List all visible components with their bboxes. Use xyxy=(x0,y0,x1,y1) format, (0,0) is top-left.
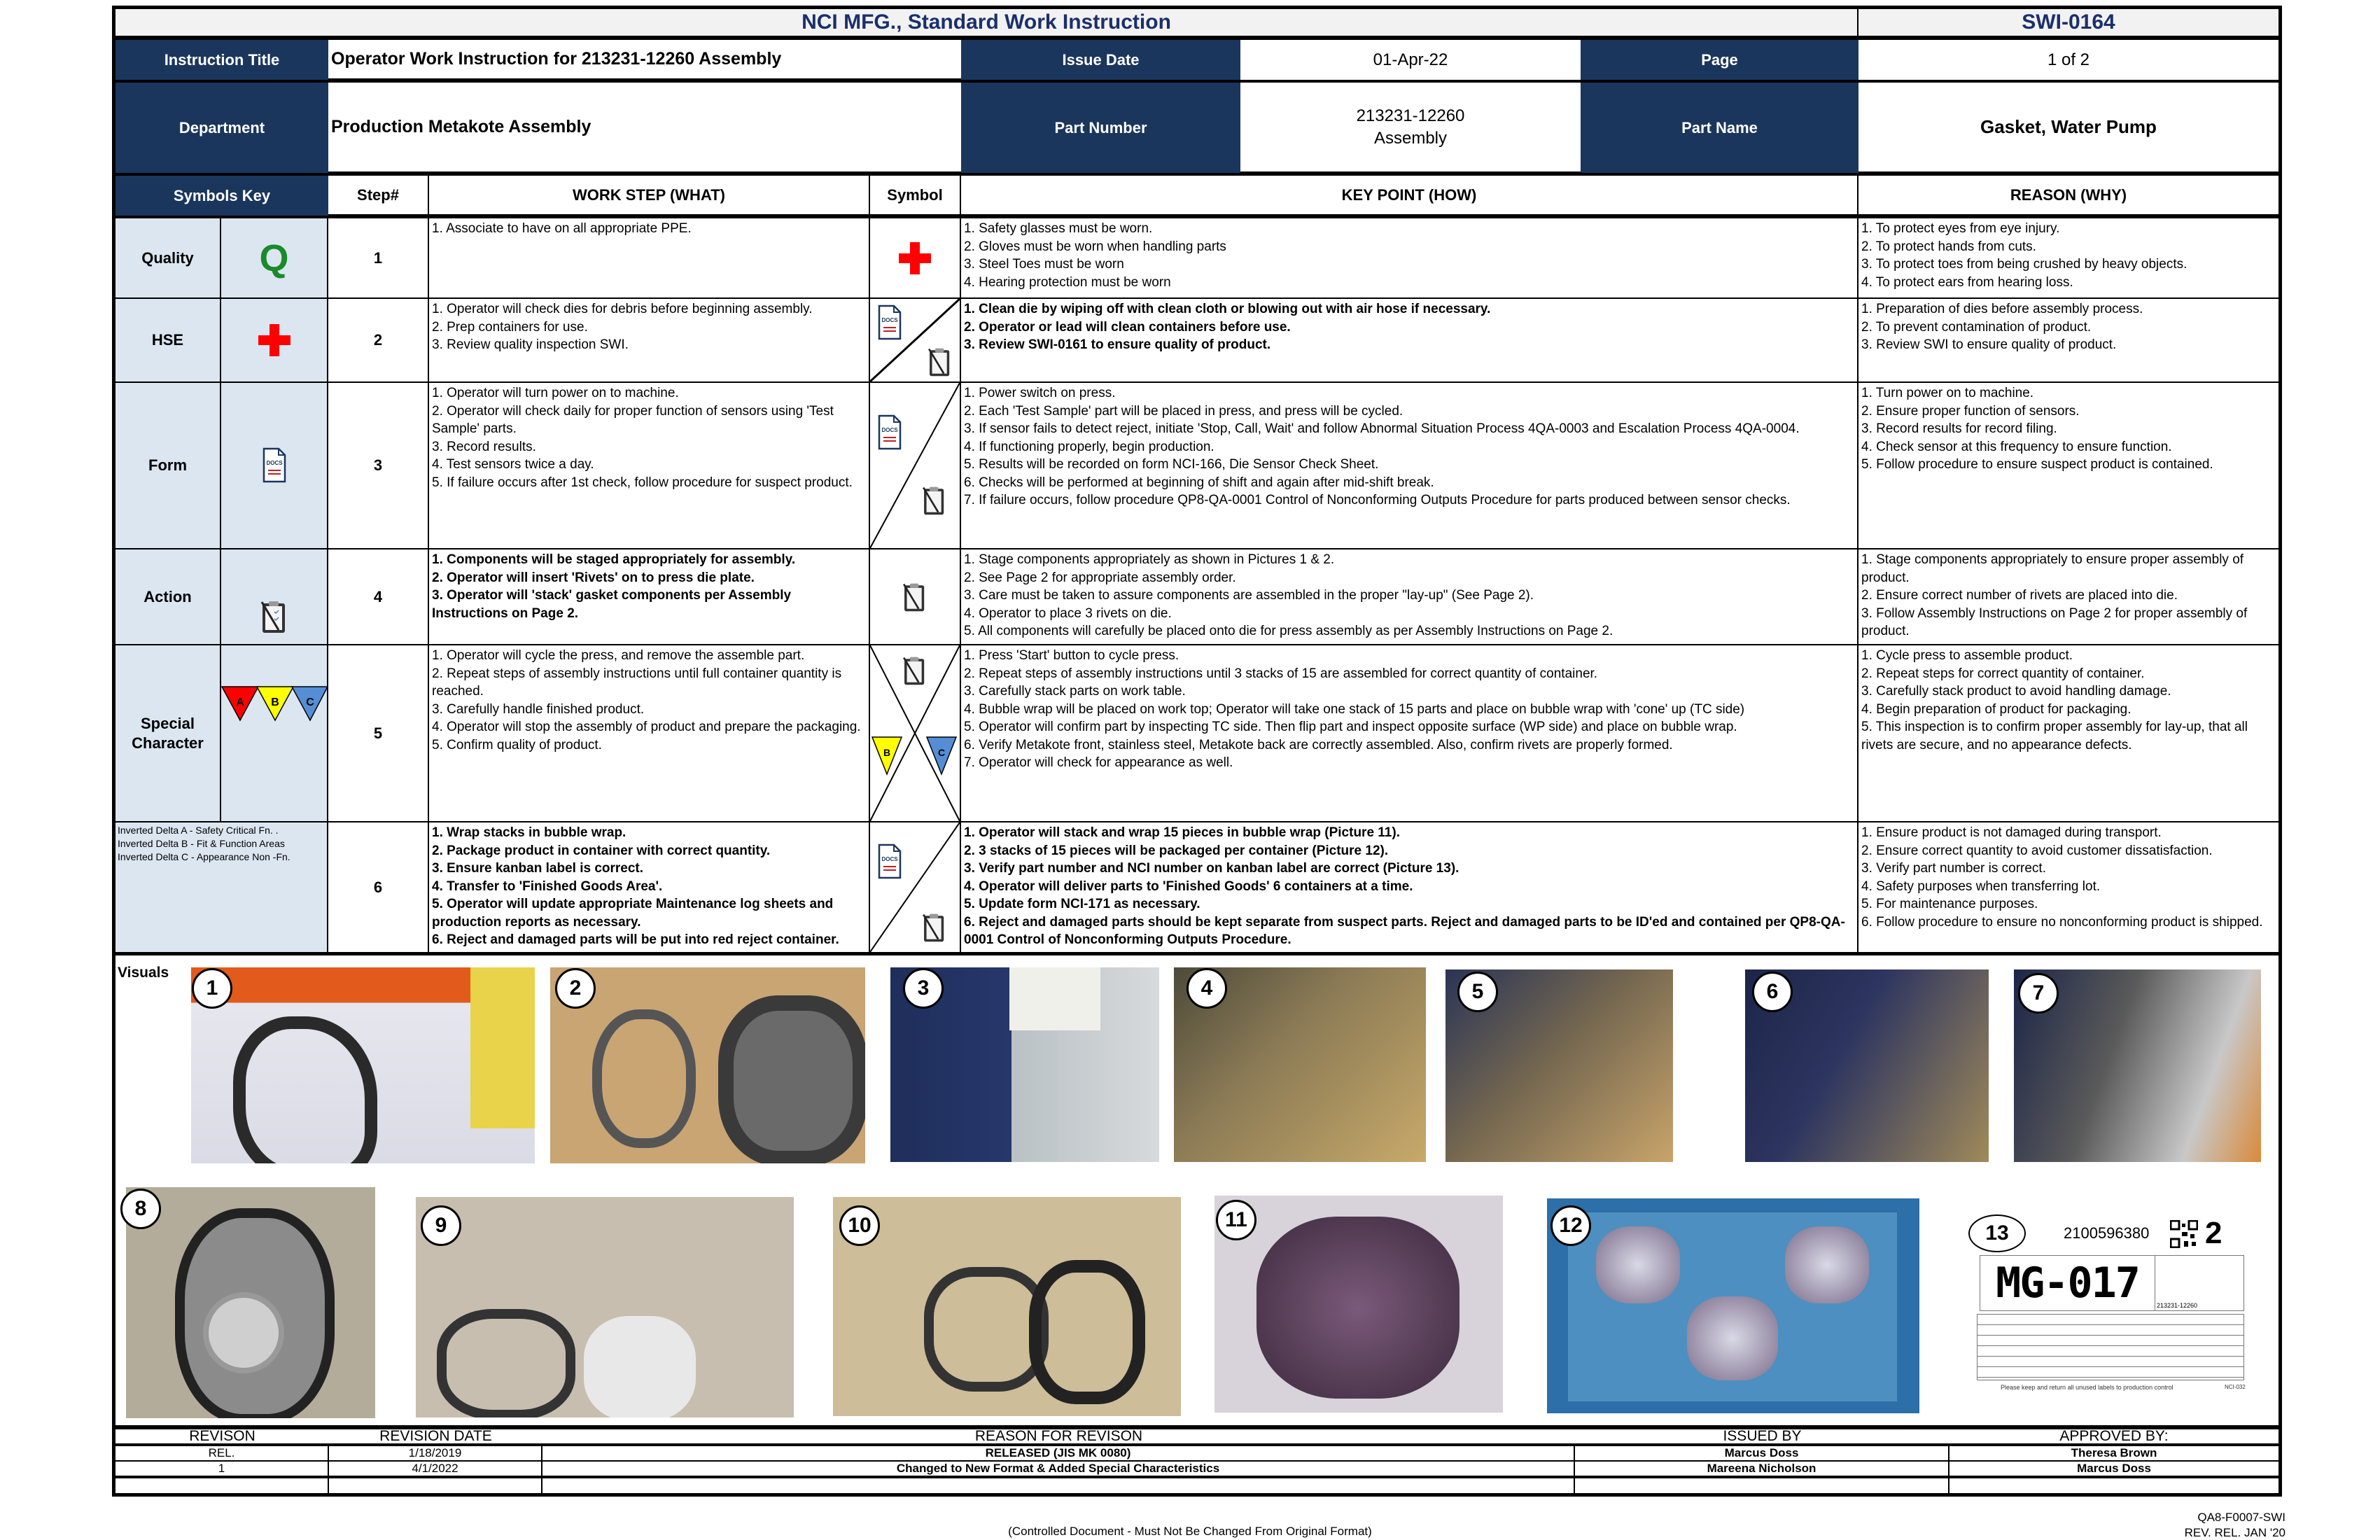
part-number-label: Part Number xyxy=(961,83,1240,176)
key-quality-label: Quality xyxy=(115,218,221,299)
rev-row-1-approved: Theresa Brown xyxy=(1949,1446,2278,1462)
step-3-why-line: 4. Check sensor at this frequency to ensure function. xyxy=(1861,439,2172,454)
part-number-line1: 213231-12260 xyxy=(1356,106,1465,125)
step-3-how-line: 2. Each 'Test Sample' part will be placed in press, and press will be cycled. xyxy=(964,403,1404,419)
step-1-number: 1 xyxy=(328,218,429,299)
issue-date: 01-Apr-22 xyxy=(1240,40,1581,83)
picture-10-badge: 10 xyxy=(839,1205,880,1246)
kanban-code: MG-017 xyxy=(1980,1255,2155,1311)
step-4-why-line: 2. Ensure correct number of rivets are placed into die. xyxy=(1861,588,2178,603)
picture-10 xyxy=(833,1197,1181,1416)
step-3-what xyxy=(429,383,870,550)
picture-2-badge: 2 xyxy=(555,968,596,1009)
wrapped-part xyxy=(1687,1296,1778,1380)
step-6-why xyxy=(1858,822,2278,955)
step-6-how-line: 1. Operator will stack and wrap 15 pieces in bubble wrap (Picture 11). xyxy=(964,825,1400,840)
step-3-what-line: 5. If failure occurs after 1st check, follow procedure for suspect product. xyxy=(432,475,853,490)
step-6-what-line: 6. Reject and damaged parts will be put into red reject container. xyxy=(432,932,839,947)
step-6-what-line: 3. Ensure kanban label is correct. xyxy=(432,861,644,876)
picture-13-kanban-label xyxy=(1966,1214,2260,1410)
step-6-how-line: 4. Operator will deliver parts to 'Finished Goods' 6 containers at a time. xyxy=(964,878,1413,894)
kanban-number: 2100596380 xyxy=(2064,1224,2150,1242)
delta-legend-b: Inverted Delta B - Fit & Function Areas xyxy=(118,838,285,849)
step-6-why-line: 3. Verify part number is correct. xyxy=(1861,861,2046,876)
step-5-how-line: 7. Operator will check for appearance as well. xyxy=(964,755,1233,770)
gasket-bore xyxy=(203,1292,284,1373)
step-4-what-line: 3. Operator will 'stack' gasket components per Assembly Instructions on Page 2. xyxy=(432,588,792,621)
red-cross-icon xyxy=(258,324,290,356)
gasket-shape xyxy=(233,1016,377,1163)
step-2-why-line: 3. Review SWI to ensure quality of product. xyxy=(1861,337,2117,352)
step-6-why-line: 1. Ensure product is not damaged during transport. xyxy=(1861,825,2162,840)
part-name: Gasket, Water Pump xyxy=(1858,83,2278,176)
step-6-what xyxy=(429,822,870,955)
kanban-grid xyxy=(1977,1314,2244,1380)
step-4-what-line: 2. Operator will insert 'Rivets' on to press die plate. xyxy=(432,570,755,585)
step-1-what-line: 1. Associate to have on all appropriate PPE. xyxy=(432,221,692,236)
controlled-document-notice: (Controlled Document - Must Not Be Changed From Original Format) xyxy=(1008,1525,1372,1538)
rev-row-3-reason xyxy=(542,1478,1575,1497)
step-3-why-line: 3. Record results for record filing. xyxy=(1861,421,2057,436)
doc-number-cell xyxy=(1858,9,2278,40)
step-2-what xyxy=(429,299,870,383)
svg-text:B: B xyxy=(271,696,279,708)
step-3-what-line: 4. Test sensors twice a day. xyxy=(432,457,594,472)
step-1-how-line: 2. Gloves must be worn when handling parts xyxy=(964,239,1226,254)
instruction-title: Operator Work Instruction for 213231-12260 Assembly xyxy=(328,40,961,83)
qr-code-icon xyxy=(2170,1220,2198,1248)
delta-legend xyxy=(115,822,328,955)
step-6-how-line: 2. 3 stacks of 15 pieces will be packaged per container (Picture 12). xyxy=(964,843,1389,858)
picture-11 xyxy=(1214,1196,1503,1413)
picture-5-badge: 5 xyxy=(1457,972,1498,1012)
reason-header: REASON (WHY) xyxy=(1858,176,2278,218)
step-3-symbol xyxy=(870,383,961,550)
picture-1-badge: 1 xyxy=(192,968,232,1009)
issue-date-label: Issue Date xyxy=(961,40,1240,83)
svg-text:C: C xyxy=(937,747,946,758)
step-4-how-line: 1. Stage components appropriately as shown in Pictures 1 & 2. xyxy=(964,552,1335,567)
red-cross-icon xyxy=(899,242,931,274)
step-2-why xyxy=(1858,299,2278,383)
step-4-why-line: 1. Stage components appropriately to ensure proper assembly of product. xyxy=(1861,552,2244,585)
delta-b-icon xyxy=(872,736,902,776)
picture-8 xyxy=(126,1187,375,1418)
step-6-how-line: 3. Verify part number and NCI number on kanban label are correct (Picture 13). xyxy=(964,861,1460,876)
key-hse-symbol xyxy=(221,299,328,383)
step-5-what-line: 4. Operator will stop the assembly of product and prepare the packaging. xyxy=(432,720,861,734)
picture-3-badge: 3 xyxy=(903,968,944,1009)
picture-6-badge: 6 xyxy=(1752,972,1793,1012)
step-2-what-line: 1. Operator will check dies for debris before beginning assembly. xyxy=(432,302,813,316)
key-point-header: KEY POINT (HOW) xyxy=(961,176,1858,218)
step-6-why-line: 5. For maintenance purposes. xyxy=(1861,897,2038,911)
key-hse-label: HSE xyxy=(115,299,221,383)
step-5-why-line: 5. This inspection is to confirm proper assembly for lay-up, that all rivets are secure, and no appearance defects. xyxy=(1861,720,2248,752)
key-action-symbol xyxy=(221,550,328,645)
step-4-why xyxy=(1858,550,2278,645)
step-3-why-line: 5. Follow procedure to ensure suspect product is contained. xyxy=(1861,457,2213,472)
svg-text:B: B xyxy=(883,747,891,758)
step-2-why-line: 2. To prevent contamination of product. xyxy=(1861,319,2092,335)
symbol-header: Symbol xyxy=(870,176,961,218)
picture-9 xyxy=(416,1197,794,1418)
rev-header-date: REVISION DATE xyxy=(329,1429,542,1446)
picture-1 xyxy=(191,967,535,1163)
kanban-part-no: 213231-12260 xyxy=(2157,1302,2198,1309)
rev-header-issued: ISSUED BY xyxy=(1575,1429,1949,1446)
step-2-how-line: 3. Review SWI-0161 to ensure quality of product. xyxy=(964,337,1271,352)
part-number-line2: Assembly xyxy=(1373,128,1448,148)
step-5-what xyxy=(429,645,870,822)
rev-header-approved: APPROVED BY: xyxy=(1949,1429,2278,1446)
rev-row-2-issued: Mareena Nicholson xyxy=(1575,1462,1949,1478)
special-label-line1: Special xyxy=(140,714,195,732)
picture-8-badge: 8 xyxy=(120,1189,161,1229)
gasket-shape xyxy=(1029,1260,1145,1404)
step-4-why-line: 3. Follow Assembly Instructions on Page 2 for proper assembly of product. xyxy=(1861,606,2248,638)
step-1-why-line: 2. To protect hands from cuts. xyxy=(1861,239,2036,254)
kanban-footer: Please keep and return all unused labels to production control xyxy=(2001,1384,2174,1391)
clipboard-pen-icon xyxy=(901,582,929,612)
rivet-tray xyxy=(470,967,535,1128)
picture-2 xyxy=(550,967,865,1163)
rev-row-3-rev xyxy=(115,1478,329,1497)
step-2-what-line: 3. Review quality inspection SWI. xyxy=(432,337,629,352)
step-1-why xyxy=(1858,218,2278,299)
instruction-title-label: Instruction Title xyxy=(115,40,328,83)
step-2-symbol xyxy=(870,299,961,383)
clipboard-pen-icon xyxy=(920,912,948,943)
key-action-label: Action xyxy=(115,550,221,645)
step-5-why-line: 4. Begin preparation of product for packaging. xyxy=(1861,701,2132,717)
step-6-number: 6 xyxy=(328,822,429,955)
docs-form-icon xyxy=(877,844,902,880)
rev-row-2-approved: Marcus Doss xyxy=(1949,1462,2278,1478)
step-3-how-line: 7. If failure occurs, follow procedure QP8-QA-0001 Control of Nonconforming Outputs Procedure for parts produced between sensor checks. xyxy=(964,493,1791,507)
picture-12-badge: 12 xyxy=(1550,1205,1591,1246)
picture-4-badge: 4 xyxy=(1186,968,1227,1009)
picture-12 xyxy=(1547,1198,1919,1413)
step-2-number: 2 xyxy=(328,299,429,383)
svg-text:DOCS: DOCS xyxy=(265,460,283,466)
delta-legend-a: Inverted Delta A - Safety Critical Fn. . xyxy=(118,825,279,836)
svg-text:DOCS: DOCS xyxy=(881,856,898,862)
glove xyxy=(584,1316,696,1418)
clipboard-pen-icon xyxy=(920,485,948,516)
wrapped-part xyxy=(1785,1226,1869,1303)
rev-row-3-approved xyxy=(1949,1478,2278,1497)
step-3-why-line: 1. Turn power on to machine. xyxy=(1861,386,2034,400)
step-6-how-line: 6. Reject and damaged parts should be kept separate from suspect parts. Reject and damaged parts to be ID'ed and contained per QP8-QA-0001 Control of Nonconforming Outputs Procedure. xyxy=(964,914,1845,947)
kanban-part-box xyxy=(2155,1255,2244,1311)
gasket-shape xyxy=(718,995,865,1163)
step-3-how-line: 6. Checks will be performed at beginning of shift and again after mid-shift break. xyxy=(964,475,1434,490)
work-step-header: WORK STEP (WHAT) xyxy=(429,176,870,218)
step-4-how xyxy=(961,550,1858,645)
step-3-why xyxy=(1858,383,2278,550)
step-5-how-line: 2. Repeat steps of assembly instructions until 3 stacks of 15 are assembled for correct quantity of container. xyxy=(964,666,1598,681)
part-number xyxy=(1240,83,1581,176)
inverted-delta-abc-icon xyxy=(221,686,328,722)
step-6-why-line: 4. Safety purposes when transferring lot. xyxy=(1861,878,2101,894)
step-3-number: 3 xyxy=(328,383,429,550)
step-5-why-line: 2. Repeat steps for correct quantity of container. xyxy=(1861,666,2145,681)
step-4-how-line: 5. All components will carefully be placed onto die for press assembly as per Assembly Instructions on Page 2. xyxy=(964,624,1614,638)
control-panel xyxy=(1009,967,1100,1030)
gasket-shape xyxy=(592,1009,696,1148)
diagonal-divider xyxy=(870,383,960,548)
svg-text:C: C xyxy=(306,696,314,708)
form-revision: REV. REL. JAN '20 xyxy=(2184,1526,2286,1539)
step-4-how-line: 2. See Page 2 for appropriate assembly order. xyxy=(964,570,1236,585)
special-label-line2: Character xyxy=(132,734,204,752)
step-5-why xyxy=(1858,645,2278,822)
department: Production Metakote Assembly xyxy=(328,83,961,176)
gasket-shape xyxy=(437,1309,575,1418)
step-1-symbol xyxy=(870,218,961,299)
step-5-what-line: 5. Confirm quality of product. xyxy=(432,737,602,752)
step-6-why-line: 2. Ensure correct quantity to avoid customer dissatisfaction. xyxy=(1861,843,2213,858)
step-1-why-line: 3. To protect toes from being crushed by heavy objects. xyxy=(1861,257,2188,272)
step-5-why-line: 3. Carefully stack product to avoid handling damage. xyxy=(1861,684,2171,699)
step-2-how-line: 2. Operator or lead will clean containers before use. xyxy=(964,319,1291,335)
title-bar xyxy=(115,9,1858,40)
step-5-how-line: 4. Bubble wrap will be placed on work top; Operator will take one stack of 15 parts and place on bubble wrap with 'cone' up (TC side) xyxy=(964,701,1745,717)
step-5-symbol xyxy=(870,645,961,822)
rev-row-1-date: 1/18/2019 xyxy=(329,1446,542,1462)
company-title: NCI MFG., Standard Work Instruction xyxy=(802,10,1171,34)
rev-row-1-reason: RELEASED (JIS MK 0080) xyxy=(542,1446,1575,1462)
key-form-symbol xyxy=(221,383,328,550)
picture-13-badge: 13 xyxy=(1968,1214,2026,1252)
step-2-how-line: 1. Clean die by wiping off with clean cloth or blowing out with air hose if necessary. xyxy=(964,302,1491,316)
rev-row-3-date xyxy=(329,1478,542,1497)
step-3-how xyxy=(961,383,1858,550)
step-2-what-line: 2. Prep containers for use. xyxy=(432,319,588,335)
picture-9-badge: 9 xyxy=(421,1205,461,1246)
step-3-how-line: 1. Power switch on press. xyxy=(964,386,1116,400)
step-6-why-line: 6. Follow procedure to ensure no nonconforming product is shipped. xyxy=(1861,914,2263,930)
step-2-why-line: 1. Preparation of dies before assembly process. xyxy=(1861,302,2143,316)
docs-form-icon xyxy=(877,414,902,451)
clipboard-pen-icon xyxy=(926,346,954,377)
step-3-how-line: 5. Results will be recorded on form NCI-166, Die Sensor Check Sheet. xyxy=(964,457,1379,472)
step-4-what xyxy=(429,550,870,645)
rev-row-3-issued xyxy=(1575,1478,1949,1497)
step-6-what-line: 2. Package product in container with correct quantity. xyxy=(432,843,771,858)
docs-form-icon xyxy=(262,447,287,484)
step-6-symbol xyxy=(870,822,961,955)
step-1-why-line: 4. To protect ears from hearing loss. xyxy=(1861,274,2073,290)
picture-11-badge: 11 xyxy=(1216,1200,1256,1240)
key-form-label: Form xyxy=(115,383,221,550)
key-quality-symbol xyxy=(221,218,328,299)
step-1-how xyxy=(961,218,1858,299)
step-5-how-line: 5. Operator will confirm part by inspecting TC side. Then flip part and inspect opposite surface (WP side) and place on bubble wrap. xyxy=(964,720,1737,734)
kanban-form: NCI-032 xyxy=(2225,1384,2246,1390)
wrapped-stack xyxy=(1256,1217,1460,1399)
visuals-label: Visuals xyxy=(118,965,169,981)
step-header: Step# xyxy=(328,176,429,218)
step-5-what-line: 1. Operator will cycle the press, and remove the assemble part. xyxy=(432,648,805,663)
step-5-what-line: 3. Carefully handle finished product. xyxy=(432,701,645,717)
department-label: Department xyxy=(115,83,328,176)
key-special-label xyxy=(115,645,221,822)
svg-text:DOCS: DOCS xyxy=(881,317,898,323)
step-6-how xyxy=(961,822,1858,955)
step-5-how-line: 1. Press 'Start' button to cycle press. xyxy=(964,648,1180,663)
quality-q-icon: Q xyxy=(259,237,289,279)
doc-number: SWI-0164 xyxy=(2022,10,2115,34)
rev-row-2-rev: 1 xyxy=(115,1462,329,1478)
step-1-how-line: 1. Safety glasses must be worn. xyxy=(964,221,1153,236)
clipboard-pen-icon xyxy=(901,655,929,686)
rev-row-2-reason: Changed to New Format & Added Special Characteristics xyxy=(542,1462,1575,1478)
docs-form-icon xyxy=(877,304,902,341)
step-5-what-line: 2. Repeat steps of assembly instructions until full container quantity is reached. xyxy=(432,666,842,699)
step-4-what-line: 1. Components will be staged appropriately for assembly. xyxy=(432,552,796,567)
step-4-how-line: 3. Care must be taken to assure components are assembled in the proper "lay-up" (See Page 2). xyxy=(964,588,1534,603)
step-3-how-line: 3. If sensor fails to detect reject, initiate 'Stop, Call, Wait' and follow Abnormal Situation Process 4QA-0003 and Escalation Process 4QA-0004. xyxy=(964,421,1800,436)
rev-row-2-date: 4/1/2022 xyxy=(329,1462,542,1478)
part-name-label: Part Name xyxy=(1581,83,1858,176)
step-5-how xyxy=(961,645,1858,822)
step-4-symbol xyxy=(870,550,961,645)
step-3-what-line: 1. Operator will turn power on to machine. xyxy=(432,386,679,400)
page-number: 1 of 2 xyxy=(1858,40,2278,83)
step-5-how-line: 6. Verify Metakote front, stainless steel, Metakote back are correctly assembled. Also, confirm rivets are properly formed. xyxy=(964,737,1673,752)
step-2-how xyxy=(961,299,1858,383)
step-6-what-line: 4. Transfer to 'Finished Goods Area'. xyxy=(432,878,663,894)
rev-row-1-rev: REL. xyxy=(115,1446,329,1462)
delta-legend-c: Inverted Delta C - Appearance Non -Fn. xyxy=(118,851,290,862)
step-1-how-line: 3. Steel Toes must be worn xyxy=(964,257,1124,272)
step-3-what-line: 2. Operator will check daily for proper function of sensors using 'Test Sample' parts. xyxy=(432,403,834,436)
svg-text:DOCS: DOCS xyxy=(881,427,898,433)
rev-header-revision: REVISON xyxy=(115,1429,329,1446)
rev-header-reason: REASON FOR REVISON xyxy=(542,1429,1575,1446)
delta-c-icon xyxy=(926,736,957,776)
svg-text:A: A xyxy=(236,696,244,708)
symbols-key-header: Symbols Key xyxy=(115,176,328,218)
picture-7-badge: 7 xyxy=(2018,973,2059,1014)
step-1-why-line: 1. To protect eyes from eye injury. xyxy=(1861,221,2060,236)
page-label: Page xyxy=(1581,40,1858,83)
step-3-how-line: 4. If functioning properly, begin production. xyxy=(964,439,1214,454)
form-code: QA8-F0007-SWI xyxy=(2197,1511,2286,1524)
step-1-what xyxy=(429,218,870,299)
step-4-how-line: 4. Operator to place 3 rivets on die. xyxy=(964,606,1172,621)
step-4-number: 4 xyxy=(328,550,429,645)
wrapped-part xyxy=(1596,1226,1680,1303)
step-3-what-line: 3. Record results. xyxy=(432,439,536,454)
step-6-what-line: 1. Wrap stacks in bubble wrap. xyxy=(432,825,626,840)
step-5-number: 5 xyxy=(328,645,429,822)
rev-row-1-issued: Marcus Doss xyxy=(1575,1446,1949,1462)
clipboard-pen-icon xyxy=(259,599,290,634)
step-1-how-line: 4. Hearing protection must be worn xyxy=(964,274,1171,290)
step-3-why-line: 2. Ensure proper function of sensors. xyxy=(1861,403,2080,419)
step-5-why-line: 1. Cycle press to assemble product. xyxy=(1861,648,2073,663)
step-5-how-line: 3. Carefully stack parts on work table. xyxy=(964,684,1186,699)
step-6-how-line: 5. Update form NCI-171 as necessary. xyxy=(964,897,1200,911)
kanban-page-digit: 2 xyxy=(2205,1216,2222,1250)
step-6-what-line: 5. Operator will update appropriate Maintenance log sheets and production reports as necessary. xyxy=(432,897,834,930)
key-special-symbol xyxy=(221,645,328,822)
